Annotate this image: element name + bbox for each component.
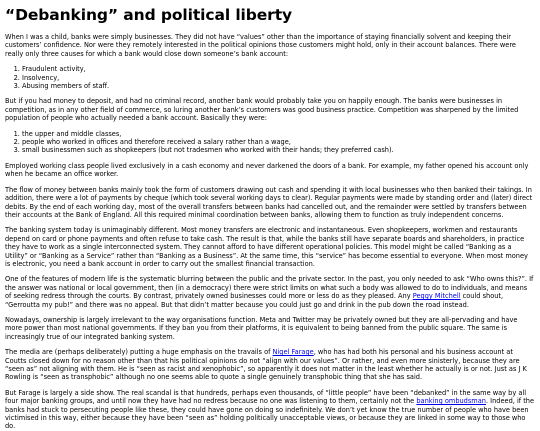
paragraph-text: . Indeed, if the banks had stuck to persecuting people like these, they could have gone on doing so indefinitely. We don’t yet know the true number of people who have been victimised in this way, either because they have been “seen as” holding politically unacceptable views, or because they are linked in some way to those who do. <box>5 397 535 431</box>
peggy-mitchell-link[interactable]: Peggy Mitchell <box>412 292 461 301</box>
list-item: 2. Insolvency, <box>22 74 534 82</box>
paragraph-text: could shout, “Gerroutta my pub!” and there was no appeal. But that didn’t matter because you could just go and drink in the pub down the road instead. <box>5 292 504 309</box>
page-title: “Debanking” and political liberty <box>5 6 293 24</box>
account-holders-list <box>5 130 534 155</box>
paragraph-9 <box>5 389 534 431</box>
list-item: 3. small businessmen such as shopkeepers (but not tradesmen who worked with their hands; they preferred cash). <box>22 146 534 154</box>
paragraph-4: The flow of money between banks mainly took the form of customers drawing out cash and spending it with local businesses who then banked their takings. In addition, there were a lot of payments by cheque (which took several working days to clear). Regular payments were made by standing order and (later) direct debits. By the end of each working day, most of the overall transfers between banks had cancelled out, and the remainder were settled by transfers between their accounts at the Bank of England. All this required minimal coordination between banks, allowing them to function as truly independent concerns. <box>5 185 533 219</box>
banking-ombudsman-link[interactable]: banking ombudsman <box>416 397 486 406</box>
list-item: 2. people who worked in offices and therefore received a salary rather than a wage, <box>22 138 534 146</box>
paragraph-8 <box>5 348 534 382</box>
paragraph-6 <box>5 275 534 309</box>
list-item: 1. Fraudulent activity, <box>22 65 534 73</box>
nigel-farage-link[interactable]: Nigel Farage <box>272 348 314 357</box>
list-item: 3. Abusing members of staff. <box>22 82 534 90</box>
paragraph-1: When I was a child, banks were simply businesses. They did not have “values” other than the importance of staying financially solvent and keeping their customers’ confidence. Nor were they remotely interested in the political opinions those customers might hold, only in their account balances. There were really only three causes for which a bank would close down someone’s bank account: <box>5 33 516 58</box>
paragraph-text: The media are (perhaps deliberately) putting a huge emphasis on the travails of <box>5 348 273 357</box>
paragraph-7: Nowadays, ownership is largely irrelevant to the way organisations function. Meta and Twitter may be privately owned but they are all-pervading and have more power than most national governments. If they ban you from their platforms, it is equivalent to being banned from the public square. The same is increasingly true of our integrated banking system. <box>5 315 518 341</box>
paragraph-text: , who has had both his personal and his business account at Coutts closed down for no reason other than that his political opinions do not “align with our values”. Or rather, and even more sinisterly, because they are “seen as” not aligning with them. He is “seen as racist and xenophobic”, so apparently it does not matter in the least whether he actually is or not. Just as J K Rowling is “seen as transphobic” although no one seems able to quote a single genuinely transphobic thing that she has said. <box>5 348 527 382</box>
paragraph-3: Employed working class people lived exclusively in a cash economy and never darkened the doors of a bank. For example, my father opened his account only when he became an office worker. <box>5 161 529 179</box>
list-item: 1. the upper and middle classes, <box>22 130 534 138</box>
causes-list <box>5 65 534 90</box>
paragraph-2: But if you had money to deposit, and had no criminal record, another bank would probably take you on happily enough. The banks were businesses in competition, as in any other field of commerce, so luring another bank’s customers was good business practice. Competition was sharpened by the limited population of people who actually needed a bank account. Basically they were: <box>5 97 519 123</box>
paragraph-5: The banking system today is unimaginably different. Most money transfers are electronic and instantaneous. Even shopkeepers, workmen and restaurants depend on card or phone payments and often refuse to take cash. The result is that, while the banks still have separate boards and shareholders, in practice they have to work as a single interconnected system. They cannot afford to have different operational policies. This model might be called “Banking as a Utility” or “Banking as a Service” rather than “Banking as a Business”. At the same time, this “service” has become essential to everyone. When most money is electronic, you need a bank account in order to carry out the smallest financial transaction. <box>5 226 528 268</box>
paragraph-text: One of the features of modern life is the systematic blurring between the public and the private sector. In the past, you only needed to ask “Who owns this?”. If the answer was national or local government, then (in a democracy) there were strict limits on what such a body was allowed to do to individuals, and means of seeking redress through the courts. By contrast, privately owned businesses could more or less do as they pleased. Any <box>5 275 534 301</box>
paragraph-text: But Farage is largely a side show. The real scandal is that hundreds, perhaps even thousands, of “little people” have been “debanked” in the same way by all four major banking groups, and until now they have had no redress because no one was listening to them, certainly not the <box>5 388 527 406</box>
